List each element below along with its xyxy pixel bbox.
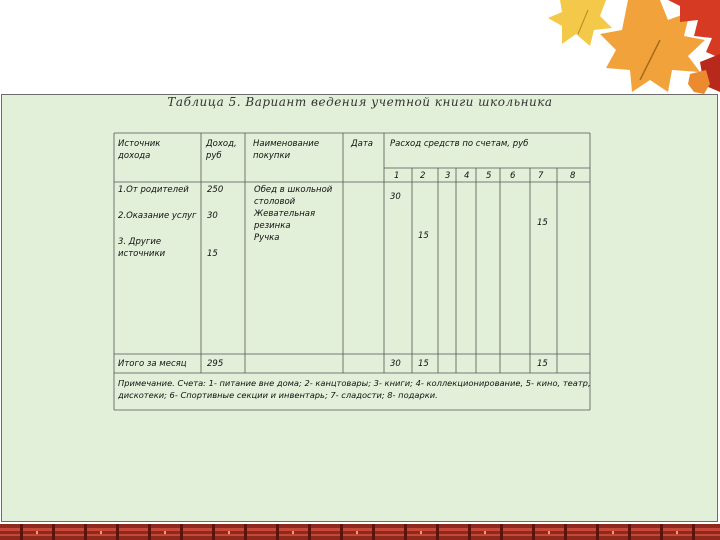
account-number: 3 xyxy=(445,171,451,181)
account-number: 7 xyxy=(538,171,544,181)
header-expenses: Расход средств по счетам, руб xyxy=(390,139,529,149)
table-title: Таблица 5. Вариант ведения учетной книги школьника xyxy=(167,95,553,109)
totals-account7: 15 xyxy=(537,359,548,369)
source-item: 2.Оказание услуг xyxy=(118,211,197,221)
account-number: 2 xyxy=(420,171,426,181)
purchase-item: Ручка xyxy=(254,233,280,243)
income-value: 250 xyxy=(207,185,224,195)
expense-account2: 15 xyxy=(418,231,429,241)
source-item: 3. Другие источники xyxy=(118,237,166,259)
income-value: 30 xyxy=(207,211,218,221)
expense-account1: 30 xyxy=(390,192,401,202)
source-item: 1.От родителей xyxy=(118,185,189,195)
account-number: 1 xyxy=(394,171,400,181)
header-source: Источник дохода xyxy=(118,139,161,161)
account-number: 4 xyxy=(464,171,470,181)
bottom-stripe-decoration xyxy=(0,524,720,540)
purchase-item: Обед в школьной столовой xyxy=(254,185,333,207)
purchase-item: Жевательная резинка xyxy=(254,209,316,231)
header-income: Доход, руб xyxy=(206,139,237,161)
header-date: Дата xyxy=(351,139,374,149)
totals-income: 295 xyxy=(207,359,224,369)
totals-label: Итого за месяц xyxy=(118,359,187,369)
income-value: 15 xyxy=(207,249,218,259)
totals-account2: 15 xyxy=(418,359,429,369)
table-note: Примечание. Счета: 1- питание вне дома; 2- канцтовары; 3- книги; 4- коллекционирование, 5- кино, театр, дискотеки; 6- Спортивные секции и инвентарь; 7- сладости; 8- подарки. xyxy=(118,378,591,400)
account-number: 8 xyxy=(570,171,576,181)
expense-account7: 15 xyxy=(537,218,548,228)
account-number: 6 xyxy=(510,171,516,181)
account-number: 5 xyxy=(486,171,492,181)
header-purchase: Наименование покупки xyxy=(253,139,320,161)
totals-account1: 30 xyxy=(390,359,401,369)
